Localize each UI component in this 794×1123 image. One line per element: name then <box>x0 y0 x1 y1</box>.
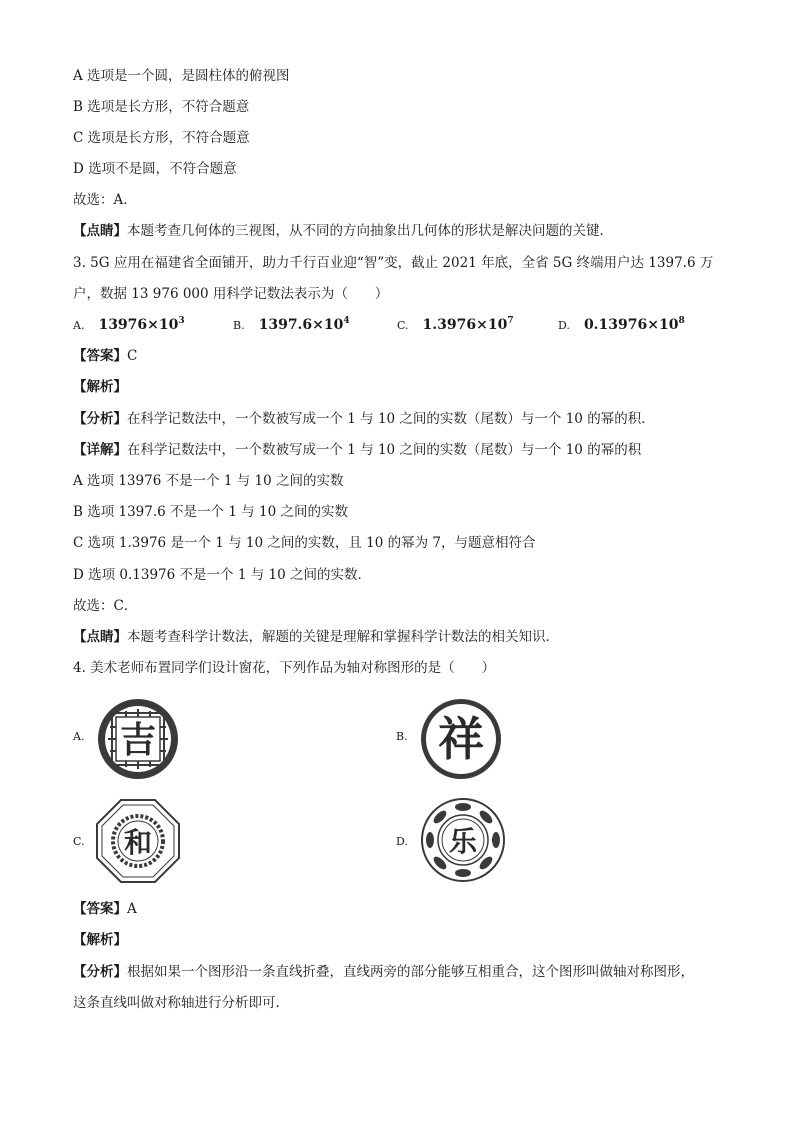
answer-4 <box>73 900 137 918</box>
option-exp: 4 <box>343 316 350 326</box>
dianjing-3 <box>73 628 559 646</box>
question-3-line2: 户，数据 13 976 000 用科学记数法表示为（ ） <box>73 286 389 302</box>
q4-label-d: D. <box>396 835 408 848</box>
option-expr: 1.3976×10 <box>422 317 508 333</box>
jiexi-3: 【解析】 <box>73 379 127 395</box>
option-exp: 8 <box>678 316 685 326</box>
q4-label-b: B. <box>396 730 408 743</box>
line-b-rect: B 选项是长方形，不符合题意 <box>73 99 250 115</box>
q3-option-a <box>73 316 185 333</box>
q3-option-d <box>558 316 685 333</box>
detail-c: C 选项 1.3976 是一个 1 与 10 之间的实数，且 10 的幂为 7，与题意相符合 <box>73 535 536 551</box>
answer-3 <box>73 347 137 365</box>
xiangjie-text: 在科学记数法中，一个数被写成一个 1 与 10 之间的实数（尾数）与一个 10 的幂的积 <box>127 442 642 458</box>
question-4: 4. 美术老师布置同学们设计窗花，下列作品为轴对称图形的是（ ） <box>73 660 496 676</box>
window-flower-a-figure <box>96 697 180 781</box>
answer-tag: 【答案】 <box>73 348 127 364</box>
q3-option-b <box>233 316 350 333</box>
option-label: C. <box>397 319 409 332</box>
option-label: B. <box>233 319 245 332</box>
xiangjie-tag: 【详解】 <box>73 442 127 458</box>
jiexi-4: 【解析】 <box>73 932 127 948</box>
line-a-circle: A 选项是一个圆，是圆柱体的俯视图 <box>73 68 290 84</box>
char-he: 和 <box>123 826 153 859</box>
fenxi-text: 根据如果一个图形沿一条直线折叠，直线两旁的部分能够互相重合，这个图形叫做轴对称图形， <box>127 964 694 980</box>
fenxi-3 <box>73 410 655 428</box>
char-xiang: 祥 <box>438 712 484 766</box>
dianjing-tag: 【点睛】 <box>73 223 127 239</box>
option-expr: 1397.6×10 <box>258 317 344 333</box>
option-label: A. <box>73 319 85 332</box>
line-c-rect: C 选项是长方形，不符合题意 <box>73 130 250 146</box>
window-flower-d-figure <box>420 797 506 883</box>
answer-value: A <box>127 901 137 917</box>
window-flower-b-figure <box>419 697 503 781</box>
detail-a: A 选项 13976 不是一个 1 与 10 之间的实数 <box>73 473 344 489</box>
window-flower-c-figure <box>95 798 181 884</box>
line-answer-a: 故选：A． <box>73 192 137 208</box>
char-le: 乐 <box>448 825 478 858</box>
detail-d: D 选项 0.13976 不是一个 1 与 10 之间的实数． <box>73 567 371 583</box>
fenxi-tag: 【分析】 <box>73 411 127 427</box>
answer-value: C <box>127 348 138 364</box>
q4-label-c: C. <box>73 835 85 848</box>
line-dianjing-2 <box>73 222 613 240</box>
fenxi-4-line1 <box>73 963 694 981</box>
line-d-notcircle: D 选项不是圆，不符合题意 <box>73 161 237 177</box>
fenxi-text: 在科学记数法中，一个数被写成一个 1 与 10 之间的实数（尾数）与一个 10 的幂的积． <box>127 411 655 427</box>
guxuan-3: 故选：C． <box>73 598 138 614</box>
dianjing-tag: 【点睛】 <box>73 629 127 645</box>
dianjing-text: 本题考查科学计数法，解题的关键是理解和掌握科学计数法的相关知识． <box>127 629 559 645</box>
fenxi-tag: 【分析】 <box>73 964 127 980</box>
option-exp: 7 <box>507 316 514 326</box>
char-ji: 吉 <box>119 720 157 761</box>
detail-b: B 选项 1397.6 不是一个 1 与 10 之间的实数 <box>73 504 348 520</box>
option-exp: 3 <box>178 316 185 326</box>
fenxi-4-line2: 这条直线叫做对称轴进行分析即可． <box>73 995 289 1011</box>
xiangjie-3 <box>73 441 641 459</box>
question-3-line1: 3. 5G 应用在福建省全面铺开，助力千行百业迎“智”变，截止 2021 年底，全省 5G 终端用户达 1397.6 万 <box>73 255 714 271</box>
dianjing-text: 本题考查几何体的三视图，从不同的方向抽象出几何体的形状是解决问题的关键． <box>127 223 613 239</box>
answer-tag: 【答案】 <box>73 901 127 917</box>
q4-label-a: A. <box>73 730 85 743</box>
option-expr: 13976×10 <box>98 317 179 333</box>
option-expr: 0.13976×10 <box>583 317 679 333</box>
option-label: D. <box>558 319 570 332</box>
q3-option-c <box>397 316 514 333</box>
